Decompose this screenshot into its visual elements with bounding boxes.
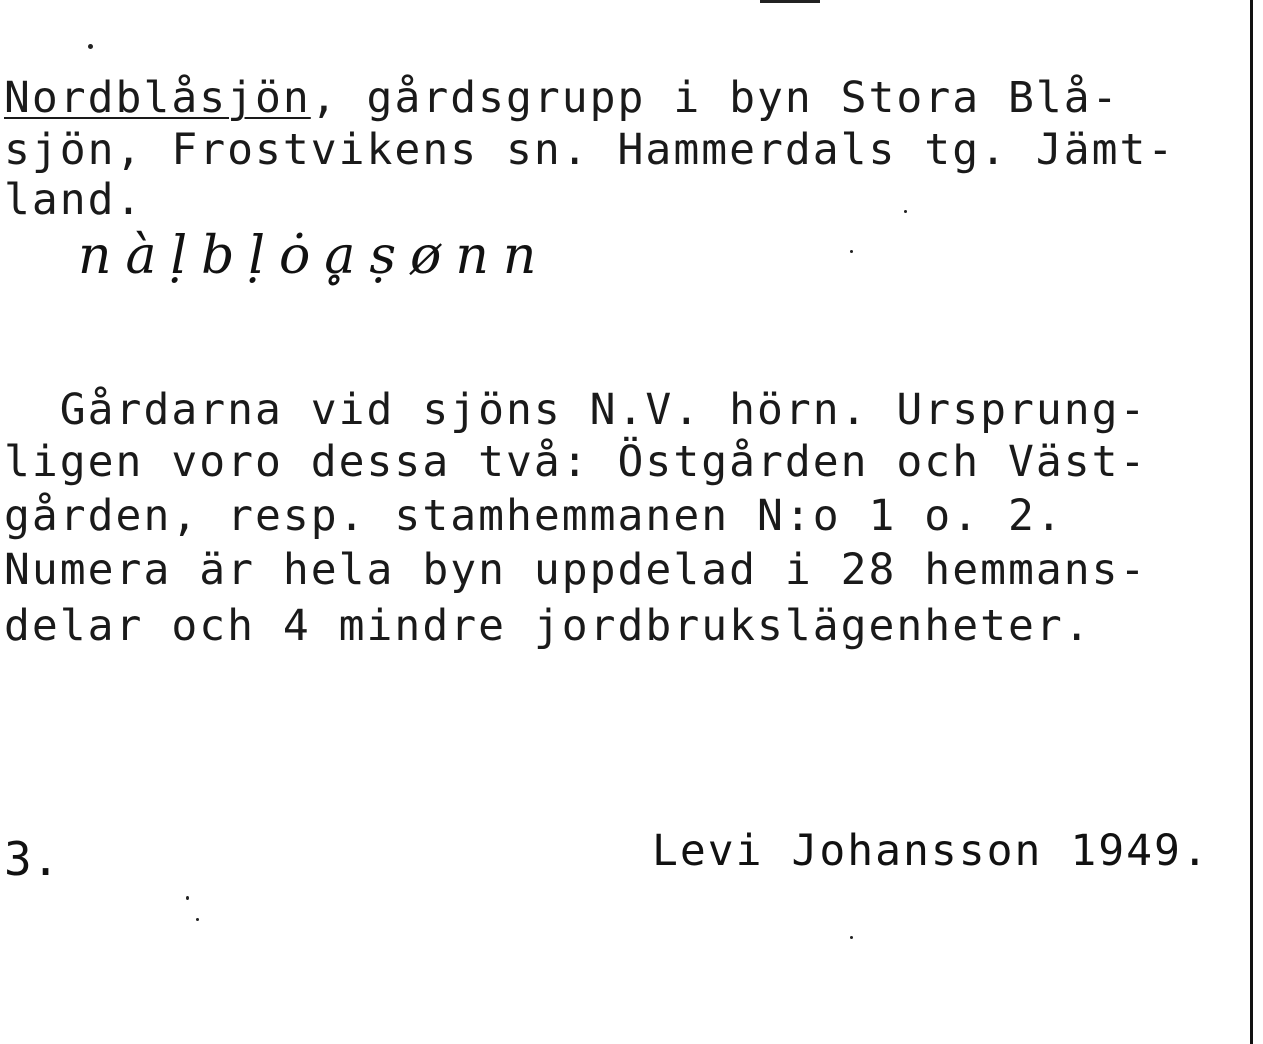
body-line-5: delar och 4 mindre jordbrukslägenheter. — [4, 601, 1092, 651]
entry-line-3: land. — [4, 175, 144, 225]
ink-speck — [850, 250, 853, 253]
card-right-edge — [1250, 0, 1253, 1044]
headword: Nordblåsjön — [4, 73, 311, 123]
body-line-3: gården, resp. stamhemmanen N:o 1 o. 2. — [4, 491, 1064, 541]
body-line-1: Gårdarna vid sjöns N.V. hörn. Ursprung- — [4, 385, 1148, 435]
entry-line-1 — [4, 74, 1120, 122]
ink-speck — [904, 210, 907, 213]
card-number: 3. — [4, 832, 60, 886]
body-line-2: ligen voro dessa två: Östgården och Väst- — [4, 437, 1148, 487]
body-line-4: Numera är hela byn uppdelad i 28 hemmans- — [4, 545, 1148, 595]
entry-line-2: sjön, Frostvikens sn. Hammerdals tg. Jämt- — [4, 125, 1176, 175]
top-edge-mark — [760, 0, 820, 3]
ink-speck — [850, 936, 853, 939]
ink-speck — [196, 918, 199, 921]
intro-line-1-text: , gårdsgrupp i byn Stora Blå- — [310, 73, 1120, 123]
ink-speck — [186, 896, 189, 900]
author-signature: Levi Johansson 1949. — [652, 826, 1210, 876]
phonetic-transcription: nàḷbḷȯḁṣønn — [78, 226, 551, 286]
ink-speck — [88, 44, 93, 49]
